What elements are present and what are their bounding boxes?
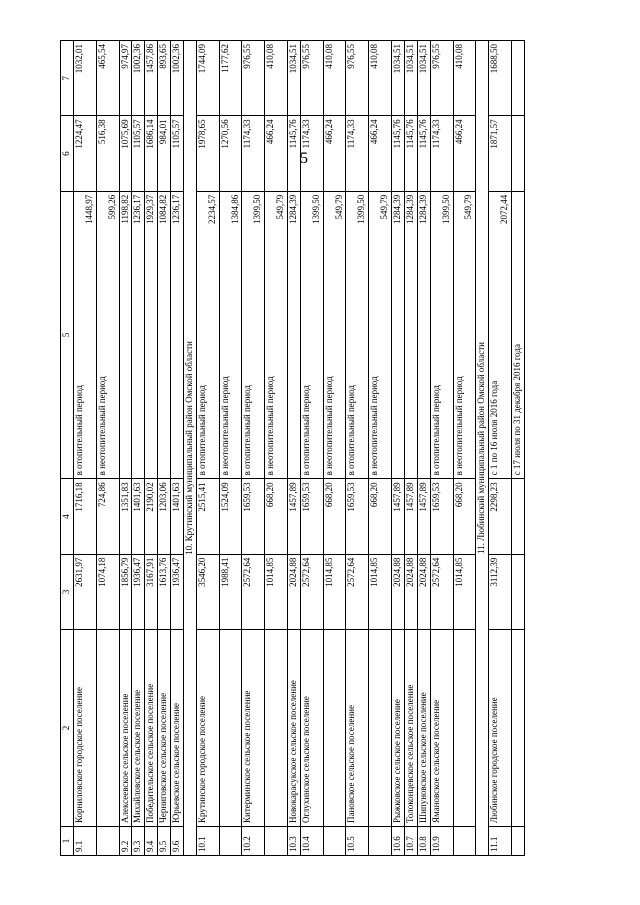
value-col6 xyxy=(511,116,524,191)
period-label: с 1 по 16 июля 2016 года xyxy=(489,380,500,476)
value-col7: 976,55 xyxy=(346,41,369,116)
section-title: 11. Любинский муниципальный район Омской области xyxy=(476,41,489,856)
settlement-name xyxy=(453,630,476,827)
value-col6: 1270,56 xyxy=(219,116,242,191)
table-row xyxy=(74,41,97,856)
settlement-name: Победительское сельское поселение xyxy=(145,630,158,827)
row-index xyxy=(219,827,242,856)
value-col3: 2631,97 xyxy=(74,554,97,629)
value-col5: 1284,39 xyxy=(288,194,299,224)
period-col5 xyxy=(171,191,184,479)
value-col7: 1034,51 xyxy=(288,41,301,116)
table-row xyxy=(369,41,392,856)
period-col5 xyxy=(132,191,145,479)
value-col7: 1744,09 xyxy=(196,41,219,116)
value-col6: 1145,76 xyxy=(392,116,405,191)
value-col4: 1659,53 xyxy=(346,479,369,554)
period-col5 xyxy=(158,191,171,479)
value-col4: 1659,53 xyxy=(242,479,265,554)
value-col5: 599,26 xyxy=(106,194,117,220)
column-header: 6 xyxy=(61,116,74,191)
row-index: 9.1 xyxy=(74,827,97,856)
value-col5: 1236,17 xyxy=(132,194,143,224)
value-col3: 2024,88 xyxy=(417,554,430,629)
period-label: в неотопительный период xyxy=(96,376,107,476)
value-col7: 1688,50 xyxy=(489,41,512,116)
value-col6: 984,01 xyxy=(158,116,171,191)
value-col5: 2234,57 xyxy=(206,194,217,224)
value-col7: 410,08 xyxy=(323,41,346,116)
value-col3 xyxy=(511,554,524,629)
value-col6: 1224,47 xyxy=(74,116,97,191)
value-col4: 668,20 xyxy=(323,479,346,554)
row-index: 9.5 xyxy=(158,827,171,856)
value-col3: 1014,85 xyxy=(369,554,392,629)
row-index: 10.9 xyxy=(430,827,453,856)
value-col7: 974,97 xyxy=(119,41,132,116)
settlement-name xyxy=(96,630,119,827)
period-label: в отопительный период xyxy=(346,385,357,476)
table-row xyxy=(300,41,323,856)
column-header: 1 xyxy=(61,827,74,856)
value-col3: 2572,64 xyxy=(430,554,453,629)
period-label: в неотопительный период xyxy=(369,376,380,476)
value-col5: 2072,44 xyxy=(499,194,510,224)
value-col5: 1399,50 xyxy=(440,194,451,224)
value-col3: 1074,18 xyxy=(96,554,119,629)
settlement-name: Новокарасукское сельское поселение xyxy=(288,630,301,827)
value-col3: 3546,20 xyxy=(196,554,219,629)
value-col5: 549,79 xyxy=(379,194,390,220)
value-col6: 1075,69 xyxy=(119,116,132,191)
value-col3: 2572,64 xyxy=(242,554,265,629)
value-col4: 1659,53 xyxy=(430,479,453,554)
value-col4: 1659,53 xyxy=(300,479,323,554)
settlement-name: Любинское городское поселение xyxy=(489,630,512,827)
value-col5: 549,79 xyxy=(275,194,286,220)
period-col5 xyxy=(489,191,512,479)
settlement-name: Рыжковское сельское поселение xyxy=(392,630,405,827)
value-col6: 1105,57 xyxy=(171,116,184,191)
value-col6: 1174,33 xyxy=(242,116,265,191)
value-col7: 410,08 xyxy=(265,41,288,116)
period-label: в неотопительный период xyxy=(265,376,276,476)
table-row xyxy=(171,41,184,856)
table-row xyxy=(346,41,369,856)
table-row xyxy=(489,41,512,856)
value-col4: 1716,18 xyxy=(74,479,97,554)
tariff-table xyxy=(60,40,525,856)
value-col6: 1686,14 xyxy=(145,116,158,191)
settlement-name xyxy=(323,630,346,827)
value-col7: 410,08 xyxy=(453,41,476,116)
value-col6: 1978,65 xyxy=(196,116,219,191)
settlement-name: Крутинское городское поселение xyxy=(196,630,219,827)
settlement-name: Михайловское сельское поселение xyxy=(132,630,145,827)
row-index: 9.4 xyxy=(145,827,158,856)
value-col3: 3167,91 xyxy=(145,554,158,629)
table-row xyxy=(119,41,132,856)
value-col3: 1936,47 xyxy=(132,554,145,629)
table-row xyxy=(265,41,288,856)
period-label: в неотопительный период xyxy=(219,376,230,476)
value-col3: 3112,39 xyxy=(489,554,512,629)
value-col6: 466,24 xyxy=(453,116,476,191)
value-col4: 724,86 xyxy=(96,479,119,554)
period-col5 xyxy=(417,191,430,479)
row-index: 9.3 xyxy=(132,827,145,856)
settlement-name: Корниловское городское поселение xyxy=(74,630,97,827)
value-col5: 1236,17 xyxy=(171,194,182,224)
table-row xyxy=(511,41,524,856)
value-col5: 549,79 xyxy=(463,194,474,220)
period-col5 xyxy=(145,191,158,479)
value-col3: 2024,88 xyxy=(404,554,417,629)
value-col4: 1401,63 xyxy=(171,479,184,554)
period-col5 xyxy=(511,191,524,479)
period-label: в неотопительный период xyxy=(323,376,334,476)
value-col4: 668,20 xyxy=(369,479,392,554)
value-col4: 2298,23 xyxy=(489,479,512,554)
table-row xyxy=(96,41,119,856)
value-col7 xyxy=(511,41,524,116)
settlement-name: Шипуновское сельское поселение xyxy=(417,630,430,827)
row-index: 10.1 xyxy=(196,827,219,856)
section-title: 10. Крутинский муниципальный район Омской области xyxy=(184,41,197,856)
value-col6: 1105,57 xyxy=(132,116,145,191)
page-number: 5 xyxy=(300,150,308,167)
settlement-name: Ямановское сельское поселение xyxy=(430,630,453,827)
settlement-name: Юрьевское сельское поселение xyxy=(171,630,184,827)
settlement-name: Пановское сельское поселение xyxy=(346,630,369,827)
section-row xyxy=(476,41,489,856)
period-col5 xyxy=(74,191,97,479)
row-index: 10.8 xyxy=(417,827,430,856)
value-col6: 1174,33 xyxy=(430,116,453,191)
row-index xyxy=(323,827,346,856)
column-header: 7 xyxy=(61,41,74,116)
value-col5: 1284,39 xyxy=(404,194,415,224)
settlement-name: Черниговское сельское поселение xyxy=(158,630,171,827)
value-col7: 976,55 xyxy=(242,41,265,116)
table-body xyxy=(74,41,525,856)
value-col6: 466,24 xyxy=(323,116,346,191)
period-col5 xyxy=(96,191,119,479)
column-header: 4 xyxy=(61,479,74,554)
settlement-name: Китерминское сельское поселение xyxy=(242,630,265,827)
value-col7: 1034,51 xyxy=(417,41,430,116)
period-label: в отопительный период xyxy=(196,385,207,476)
table-row xyxy=(404,41,417,856)
value-col3: 1988,41 xyxy=(219,554,242,629)
value-col6: 1174,33 xyxy=(300,116,323,191)
value-col5: 1399,50 xyxy=(310,194,321,224)
value-col7: 1034,51 xyxy=(392,41,405,116)
value-col7: 410,08 xyxy=(369,41,392,116)
value-col5: 1448,97 xyxy=(83,194,94,224)
value-col3: 2024,88 xyxy=(392,554,405,629)
table-row xyxy=(145,41,158,856)
period-label: с 17 июля по 31 декабря 2016 года xyxy=(511,343,522,476)
value-col5: 1384,86 xyxy=(229,194,240,224)
row-index: 10.5 xyxy=(346,827,369,856)
period-label: в неотопительный период xyxy=(453,376,464,476)
period-col5 xyxy=(323,191,346,479)
period-col5 xyxy=(404,191,417,479)
value-col5: 1399,50 xyxy=(252,194,263,224)
header-row xyxy=(61,41,74,856)
value-col3: 2572,64 xyxy=(300,554,323,629)
period-col5 xyxy=(265,191,288,479)
value-col4: 668,20 xyxy=(453,479,476,554)
value-col5: 1284,39 xyxy=(417,194,428,224)
value-col3: 1014,85 xyxy=(453,554,476,629)
value-col4: 1457,89 xyxy=(417,479,430,554)
row-index: 10.4 xyxy=(300,827,323,856)
period-col5 xyxy=(242,191,265,479)
value-col3: 2572,64 xyxy=(346,554,369,629)
row-index: 9.6 xyxy=(171,827,184,856)
table-row xyxy=(323,41,346,856)
period-label: в отопительный период xyxy=(430,385,441,476)
column-header: 5 xyxy=(61,191,74,479)
period-label: в отопительный период xyxy=(300,385,311,476)
value-col7: 465,54 xyxy=(96,41,119,116)
value-col4: 1401,63 xyxy=(132,479,145,554)
value-col7: 1034,51 xyxy=(404,41,417,116)
period-col5 xyxy=(453,191,476,479)
period-col5 xyxy=(219,191,242,479)
row-index xyxy=(265,827,288,856)
settlement-name xyxy=(511,630,524,827)
value-col5: 1929,37 xyxy=(145,194,156,224)
value-col4: 1203,06 xyxy=(158,479,171,554)
value-col7: 1177,62 xyxy=(219,41,242,116)
period-col5 xyxy=(119,191,132,479)
row-index: 9.2 xyxy=(119,827,132,856)
period-col5 xyxy=(300,191,323,479)
value-col3: 1014,85 xyxy=(323,554,346,629)
value-col3: 1613,76 xyxy=(158,554,171,629)
value-col7: 976,55 xyxy=(300,41,323,116)
value-col4: 1457,89 xyxy=(288,479,301,554)
table-row xyxy=(417,41,430,856)
value-col3: 1936,47 xyxy=(171,554,184,629)
value-col6: 1145,76 xyxy=(417,116,430,191)
value-col4: 1457,89 xyxy=(392,479,405,554)
row-index xyxy=(453,827,476,856)
column-header: 3 xyxy=(61,554,74,629)
settlement-name xyxy=(369,630,392,827)
rotated-table-container xyxy=(60,40,570,856)
table-row xyxy=(219,41,242,856)
value-col7: 1457,86 xyxy=(145,41,158,116)
period-label: в отопительный период xyxy=(74,385,84,476)
value-col5: 1399,50 xyxy=(356,194,367,224)
table-row xyxy=(288,41,301,856)
value-col4: 2190,02 xyxy=(145,479,158,554)
value-col7: 1032,01 xyxy=(74,41,97,116)
period-col5 xyxy=(288,191,301,479)
period-col5 xyxy=(430,191,453,479)
value-col6: 1174,33 xyxy=(346,116,369,191)
row-index: 10.6 xyxy=(392,827,405,856)
value-col4: 2515,41 xyxy=(196,479,219,554)
value-col5: 549,79 xyxy=(333,194,344,220)
section-row xyxy=(184,41,197,856)
value-col3: 1014,85 xyxy=(265,554,288,629)
row-index: 11.1 xyxy=(489,827,512,856)
value-col4 xyxy=(511,479,524,554)
table-row xyxy=(430,41,453,856)
row-index: 10.2 xyxy=(242,827,265,856)
period-col5 xyxy=(392,191,405,479)
period-col5 xyxy=(369,191,392,479)
settlement-name: Алексеевское сельское поселение xyxy=(119,630,132,827)
value-col7: 893,65 xyxy=(158,41,171,116)
period-label: в отопительный период xyxy=(242,385,253,476)
value-col7: 1002,36 xyxy=(132,41,145,116)
value-col6: 1871,57 xyxy=(489,116,512,191)
value-col7: 976,55 xyxy=(430,41,453,116)
settlement-name: Толоконцевское сельское поселение xyxy=(404,630,417,827)
value-col3: 1856,79 xyxy=(119,554,132,629)
value-col6: 466,24 xyxy=(265,116,288,191)
row-index: 10.3 xyxy=(288,827,301,856)
value-col5: 1084,82 xyxy=(158,194,169,224)
value-col5: 1284,39 xyxy=(392,194,403,224)
value-col4: 1351,83 xyxy=(119,479,132,554)
row-index xyxy=(369,827,392,856)
settlement-name xyxy=(219,630,242,827)
value-col4: 1524,09 xyxy=(219,479,242,554)
table-row xyxy=(242,41,265,856)
value-col3: 2024,88 xyxy=(288,554,301,629)
column-header: 2 xyxy=(61,630,74,827)
value-col4: 668,20 xyxy=(265,479,288,554)
row-index xyxy=(96,827,119,856)
table-row xyxy=(132,41,145,856)
table-row xyxy=(453,41,476,856)
period-col5 xyxy=(196,191,219,479)
value-col7: 1002,36 xyxy=(171,41,184,116)
settlement-name: Оглухинское сельское поселение xyxy=(300,630,323,827)
value-col6: 466,24 xyxy=(369,116,392,191)
value-col6: 516,38 xyxy=(96,116,119,191)
value-col5: 1198,82 xyxy=(119,194,130,224)
table-row xyxy=(196,41,219,856)
row-index: 10.7 xyxy=(404,827,417,856)
row-index xyxy=(511,827,524,856)
settlement-name xyxy=(265,630,288,827)
period-col5 xyxy=(346,191,369,479)
value-col6: 1145,76 xyxy=(404,116,417,191)
value-col6: 1145,76 xyxy=(288,116,301,191)
table-row xyxy=(392,41,405,856)
value-col4: 1457,89 xyxy=(404,479,417,554)
table-row xyxy=(158,41,171,856)
